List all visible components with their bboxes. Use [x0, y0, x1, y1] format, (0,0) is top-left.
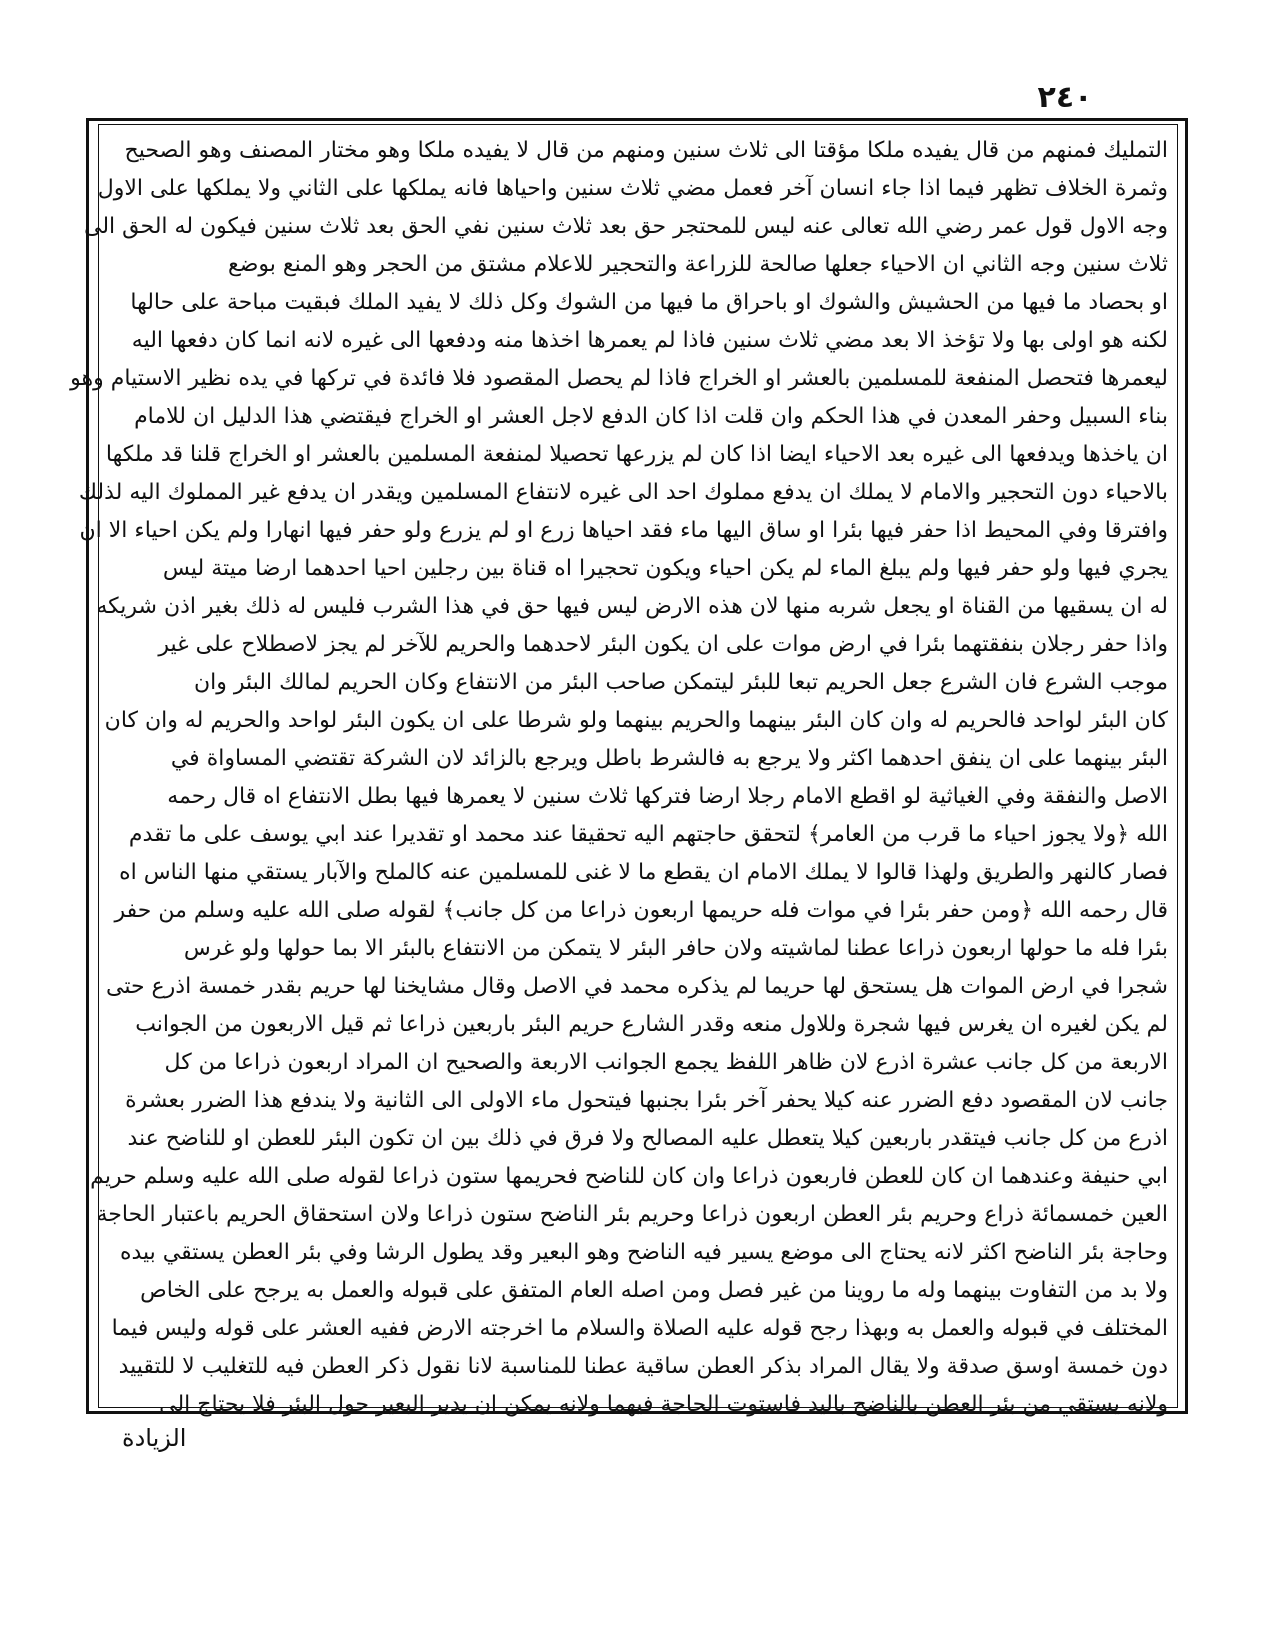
page-number: ٢٤٠	[1037, 80, 1093, 115]
catchword: الزيادة	[122, 1424, 187, 1452]
text-line: وحاجة بئر الناضح اكثر لانه يحتاج الى موضع يسير فيه الناضح وهو البعير وقد يطول الرشا وفي بئر العطن يستقي بيده	[119, 1240, 1168, 1265]
text-line: ان ياخذها ويدفعها الى غيره بعد الاحياء ايضا اذا كان لم يزرعها تحصيلا لمنفعة المسلمين بالعشر او الخراج قلنا قد ملكها	[105, 442, 1168, 467]
text-line: العين خمسمائة ذراع وحريم بئر العطن اربعون ذراعا وحريم بئر الناضح ستون ذراعا ولان استحقاق الحريم باعتبار الحاجة	[96, 1202, 1168, 1227]
text-line: البئر بينهما على ان ينفق احدهما اكثر ولا يرجع به فالشرط باطل ويرجع بالزائد لان الشركة تقتضي المساواة في	[170, 746, 1168, 771]
text-line: ابي حنيفة وعندهما ان كان للعطن فاربعون ذراعا وان كان للناضح فحريمها ستون ذراعا لقوله صلى الله عليه وسلم حريم	[90, 1164, 1168, 1189]
text-line: او بحصاد ما فيها من الحشيش والشوك او باحراق ما فيها من الشوك وكل ذلك لا يفيد الملك فبقيت مباحة على حالها	[130, 290, 1168, 315]
text-line: الله ﴿ولا يجوز احياء ما قرب من العامر﴾ لتحقق حاجتهم اليه تحقيقا عند محمد او تقديرا عند ابي يوسف على ما تقدم	[128, 822, 1168, 847]
text-line: الاصل والنفقة وفي الغياثية لو اقطع الامام رجلا ارضا فتركها ثلاث سنين لا يعمرها فيها بطل الانتفاع اه قال رحمه	[167, 784, 1168, 809]
text-line: المختلف في قبوله والعمل به وبهذا رجح قوله عليه الصلاة والسلام ما اخرجته الارض ففيه العشر على قوله وليس فيما	[111, 1316, 1168, 1341]
text-line: كان البئر لواحد فالحريم له وان كان البئر بينهما والحريم بينهما ولو شرطا على ان يكون البئر لواحد والحريم له وان كان	[104, 708, 1168, 733]
text-line: ليعمرها فتحصل المنفعة للمسلمين بالعشر او الخراج فاذا لم يحصل المقصود فلا فائدة في تركها في يده نظير الاستيام وهو	[70, 366, 1168, 391]
text-line: شجرا في ارض الموات هل يستحق لها حريما لم يذكره محمد في الاصل وقال مشايخنا لها حريم بقدر خمسة اذرع حتى	[105, 974, 1168, 999]
text-line: واذا حفر رجلان بنفقتهما بئرا في ارض موات على ان يكون البئر لاحدهما والحريم للآخر لم يجز لاصطلاح على غير	[158, 632, 1168, 657]
text-line: موجب الشرع فان الشرع جعل الحريم تبعا للبئر ليتمكن صاحب البئر من الانتفاع وكان الحريم لمالك البئر وان	[194, 670, 1168, 695]
text-line: بالاحياء دون التحجير والامام لا يملك ان يدفع مملوك احد الى غيره لانتفاع المسلمين ويقدر ان يدفع غير المملوك اليه لذلك	[78, 480, 1168, 505]
text-line: لم يكن لغيره ان يغرس فيها شجرة وللاول منعه وقدر الشارع حريم البئر باربعين ذراعا ثم قيل الاربعون من الجوانب	[135, 1012, 1168, 1037]
text-line: له ان يسقيها من القناة او يجعل شربه منها لان هذه الارض ليس فيها حق في هذا الشرب فليس له ذلك بغير اذن شريكه	[96, 594, 1168, 619]
text-line: وجه الاول قول عمر رضي الله تعالى عنه ليس للمحتجر حق بعد ثلاث سنين نفي الحق بعد ثلاث سنين فيكون له الحق الى	[84, 214, 1168, 239]
text-line: قال رحمه الله ﴿ومن حفر بئرا في موات فله حريمها اربعون ذراعا من كل جانب﴾ لقوله صلى الله عليه وسلم من حفر	[114, 898, 1168, 923]
text-line: بئرا فله ما حولها اربعون ذراعا عطنا لماشيته ولان حافر البئر لا يتمكن من الانتفاع بالبئر الا بما حولها ولو غرس	[183, 936, 1168, 961]
text-line: بناء السبيل وحفر المعدن في هذا الحكم وان قلت اذا كان الدفع لاجل العشر او الخراج فيقتضي هذا الدليل ان للامام	[134, 404, 1168, 429]
text-line: الاربعة من كل جانب عشرة اذرع لان ظاهر اللفظ يجمع الجوانب الاربعة والصحيح ان المراد اربعون ذراعا من كل	[164, 1050, 1168, 1075]
text-body	[70, 132, 1168, 1417]
text-line: التمليك فمنهم من قال يفيده ملكا مؤقتا الى ثلاث سنين ومنهم من قال لا يفيده ملكا وهو مختار المصنف وهو الصحيح	[124, 138, 1168, 163]
text-line: ولا بد من التفاوت بينهما وله ما روينا من غير فصل ومن اصله العام المتفق على قبوله والعمل به يرجح على الخاص	[140, 1278, 1168, 1303]
text-line: ولانه يستقي من بئر العطن بالناضح باليد فاستوت الحاجة فيهما ولانه يمكن ان يدير البعير حول البئر فلا يحتاج الى	[159, 1392, 1168, 1417]
text-line: ثلاث سنين وجه الثاني ان الاحياء جعلها صالحة للزراعة والتحجير للاعلام مشتق من الحجر وهو المنع بوضع	[228, 252, 1168, 277]
text-line: وثمرة الخلاف تظهر فيما اذا جاء انسان آخر فعمل مضي ثلاث سنين واحياها فانه يملكها على الثاني ولا يملكها على الاول	[97, 176, 1168, 201]
text-line: يجري فيها ولو حفر فيها ولم يبلغ الماء لم يكن احياء ويكون تحجيرا اه قناة بين رجلين احيا احدهما ارضا ميتة ليس	[162, 556, 1168, 581]
text-line: جانب لان المقصود دفع الضرر عنه كيلا يحفر آخر بئرا بجنبها فيتحول ماء الاولى الى الثانية ولا يندفع هذا الضرر بعشرة	[125, 1088, 1168, 1113]
text-line: اذرع من كل جانب فيتقدر باربعين كيلا يتعطل عليه المصالح ولا فرق في ذلك بين ان تكون البئر للعطن او للناضح عند	[127, 1126, 1168, 1151]
text-line: دون خمسة اوسق صدقة ولا يقال المراد بذكر العطن ساقية عطنا للمناسبة لانا نقول ذكر العطن فيه للتغليب لا للتقييد	[118, 1354, 1168, 1379]
text-line: لكنه هو اولى بها ولا تؤخذ الا بعد مضي ثلاث سنين فاذا لم يعمرها اخذها منه ودفعها الى غيره لانه انما كان دفعها اليه	[131, 328, 1168, 353]
text-line: فصار كالنهر والطريق ولهذا قالوا لا يملك الامام ان يقطع ما لا غنى للمسلمين عنه كالملح والآبار يستقي منها الناس اه	[119, 860, 1168, 885]
text-line: وافترقا وفي المحيط اذا حفر فيها بئرا او ساق اليها ماء فقد احياها زرع او لم يزرع ولو حفر فيها انهارا ولم يكن احياء الا ان	[79, 518, 1168, 543]
